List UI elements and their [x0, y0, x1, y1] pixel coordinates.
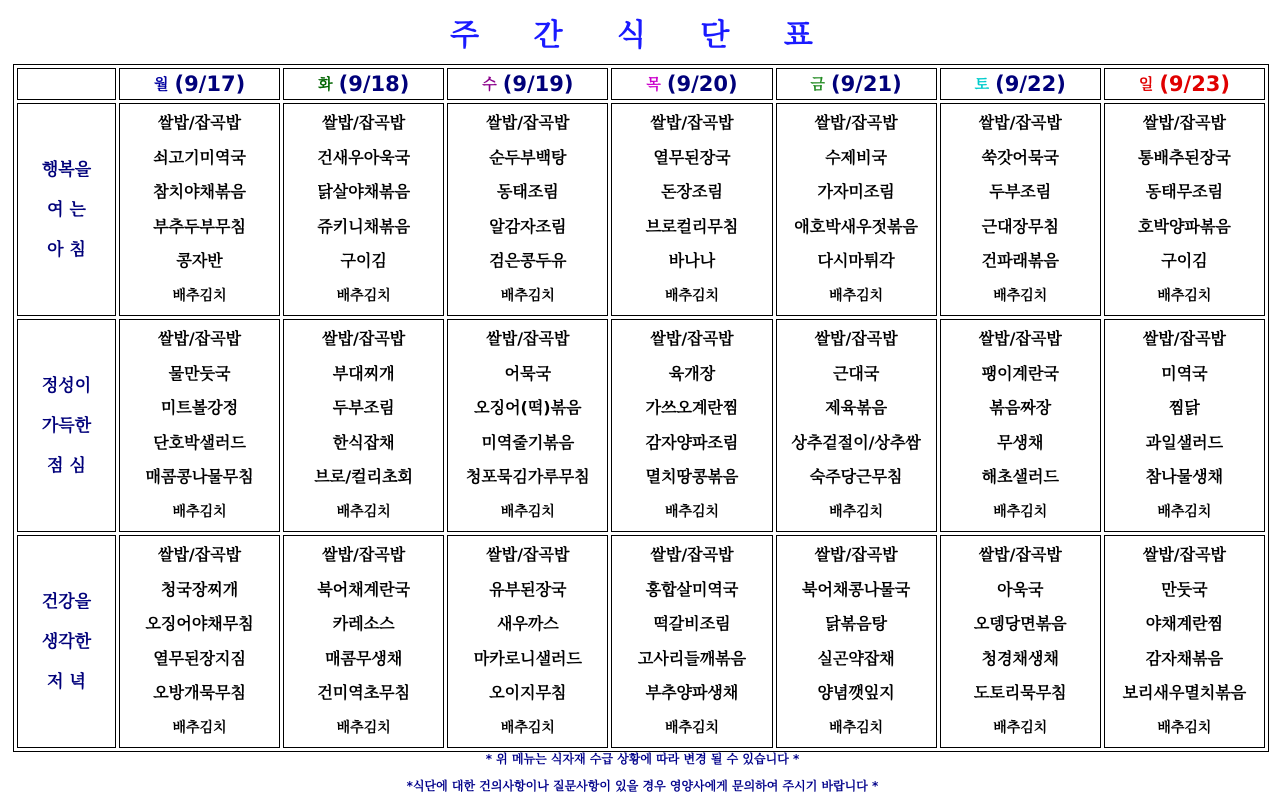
dish-item: 동태무조림 [1145, 182, 1224, 201]
dish-item: 카레소스 [332, 614, 395, 633]
meal-label-line: 건강을 [41, 591, 92, 612]
meal-label-line: 여 는 [47, 199, 86, 220]
dish-item: 찜닭 [1168, 398, 1200, 417]
dish-item: 쌀밥/잡곡밥 [158, 545, 242, 564]
dish-item: 부추양파생채 [645, 683, 739, 702]
dish-item: 숙주당근무침 [809, 467, 903, 486]
meal-label [17, 535, 116, 748]
dish-item: 구이김 [340, 251, 387, 270]
dish-item: 북어채계란국 [317, 579, 411, 599]
dish-item: 오이지무침 [489, 683, 567, 702]
dish-item: 가쓰오계란찜 [645, 398, 739, 417]
day-header-5 [776, 68, 937, 100]
dish-item: 동태조림 [496, 182, 559, 201]
dish-item: 쌀밥/잡곡밥 [322, 113, 406, 132]
menu-cell [776, 103, 937, 316]
meal-row [17, 535, 1265, 748]
menu-cell [447, 319, 608, 532]
dish-item: 쌀밥/잡곡밥 [158, 329, 242, 348]
dish-item: 쇠고기미역국 [153, 147, 246, 167]
menu-cell [119, 535, 280, 748]
dish-item: 매콤콩나물무침 [145, 467, 254, 486]
dish-item: 배추김치 [664, 503, 720, 520]
dish-item: 참치야채볶음 [153, 182, 246, 201]
dish-item: 부대찌개 [332, 363, 395, 383]
dish-item: 어묵국 [504, 363, 552, 383]
dish-item: 배추김치 [336, 287, 391, 304]
dish-item: 닭살야채볶음 [317, 182, 411, 201]
menu-cell [283, 103, 444, 316]
dish-item: 멸치땅콩볶음 [645, 467, 739, 486]
dish-item: 팽이계란국 [981, 363, 1059, 383]
menu-cell [283, 535, 444, 748]
day-char: 화 [318, 75, 333, 93]
dish-item: 두부조림 [989, 182, 1052, 201]
dish-item: 쌀밥/잡곡밥 [650, 545, 734, 564]
day-date: (9/22) [995, 72, 1066, 96]
dish-item: 돈장조림 [661, 182, 723, 201]
dish-item: 보리새우멸치볶음 [1122, 683, 1247, 702]
meal-label-line: 저 녁 [47, 671, 86, 692]
dish-item: 마카로니샐러드 [473, 648, 582, 668]
day-date: (9/21) [831, 72, 902, 96]
weekly-menu-table [13, 64, 1269, 752]
day-char: 일 [1138, 75, 1154, 93]
menu-cell [1104, 535, 1265, 748]
dish-item: 열무된장국 [653, 147, 731, 167]
day-date: (9/23) [1159, 72, 1231, 96]
dish-item: 청경채생채 [981, 648, 1059, 668]
dish-item: 배추김치 [172, 287, 227, 304]
dish-item: 오뎅당면볶음 [973, 614, 1067, 633]
dish-item: 배추김치 [1157, 503, 1212, 520]
header-row [17, 68, 1265, 100]
dish-item: 매콤무생채 [325, 648, 403, 668]
dish-item: 건파래볶음 [981, 251, 1059, 270]
dish-item: 한식잡채 [332, 432, 395, 452]
dish-item: 수제비국 [825, 147, 888, 167]
dish-item: 쌀밥/잡곡밥 [1142, 329, 1226, 348]
dish-item: 쌀밥/잡곡밥 [814, 545, 898, 564]
dish-item: 배추김치 [1157, 287, 1212, 304]
dish-item: 두부조림 [332, 398, 395, 417]
day-char: 금 [810, 75, 826, 93]
dish-item: 배추김치 [336, 503, 391, 520]
dish-item: 쌀밥/잡곡밥 [486, 113, 570, 132]
dish-item: 볶음짜장 [989, 398, 1052, 417]
menu-cell [611, 103, 772, 316]
day-char: 토 [974, 75, 990, 93]
dish-item: 순두부백탕 [489, 147, 567, 167]
day-header-7 [1104, 68, 1265, 100]
dish-item: 감자채볶음 [1145, 648, 1224, 668]
dish-item: 북어채콩나물국 [802, 579, 911, 599]
dish-item: 배추김치 [993, 719, 1048, 736]
dish-item: 육개장 [668, 363, 716, 383]
dish-item: 도토리묵무침 [973, 683, 1067, 702]
menu-cell [447, 103, 608, 316]
dish-item: 건새우아욱국 [317, 147, 411, 167]
dish-item: 쥬키니채볶음 [317, 216, 411, 236]
menu-cell [283, 319, 444, 532]
dish-item: 배추김치 [500, 503, 555, 520]
dish-item: 브로/컬리초회 [314, 467, 413, 486]
dish-item: 참나물생채 [1145, 467, 1224, 486]
dish-item: 쌀밥/잡곡밥 [650, 329, 734, 348]
day-header-3 [447, 68, 608, 100]
dish-item: 새우까스 [496, 614, 559, 633]
meal-label-line: 정성이 [41, 375, 92, 396]
dish-item: 미역국 [1161, 363, 1208, 383]
dish-item: 배추김치 [500, 287, 555, 304]
dish-item: 배추김치 [172, 719, 227, 736]
dish-item: 가자미조림 [817, 182, 895, 201]
dish-item: 쌀밥/잡곡밥 [978, 545, 1062, 564]
dish-item: 제육볶음 [825, 398, 888, 417]
menu-cell [1104, 103, 1265, 316]
dish-item: 배추김치 [993, 503, 1048, 520]
dish-item: 건미역초무침 [317, 683, 411, 702]
dish-item: 청포묵김가루무침 [466, 467, 590, 486]
day-header-2 [283, 68, 444, 100]
dish-item: 검은콩두유 [489, 251, 567, 270]
day-header-1 [119, 68, 280, 100]
day-char: 목 [646, 75, 661, 93]
dish-item: 실곤약잡채 [817, 648, 895, 668]
meal-label-line: 점 심 [47, 455, 86, 476]
dish-item: 배추김치 [829, 719, 884, 736]
dish-item: 만둣국 [1161, 579, 1208, 599]
menu-cell [1104, 319, 1265, 532]
dish-item: 아욱국 [997, 579, 1044, 599]
dish-item: 배추김치 [1157, 719, 1212, 736]
dish-item: 과일샐러드 [1145, 432, 1224, 452]
dish-item: 배추김치 [829, 503, 884, 520]
meal-row [17, 103, 1265, 316]
dish-item: 열무된장지짐 [153, 648, 246, 668]
dish-item: 쌀밥/잡곡밥 [158, 113, 242, 132]
dish-item: 콩자반 [176, 251, 223, 270]
dish-item: 홍합살미역국 [645, 579, 739, 599]
dish-item: 무생채 [997, 432, 1044, 452]
dish-item: 바나나 [668, 251, 716, 270]
dish-item: 통배추된장국 [1138, 147, 1231, 167]
dish-item: 오방개묵무침 [153, 683, 246, 702]
meal-label [17, 103, 116, 316]
day-date: (9/20) [666, 72, 738, 96]
dish-item: 부추두부무침 [153, 216, 246, 236]
menu-cell [119, 103, 280, 316]
dish-item: 배추김치 [172, 503, 227, 520]
dish-item: 근대장무침 [981, 216, 1059, 236]
day-char: 수 [482, 75, 497, 93]
meal-label [17, 319, 116, 532]
page-title: 주 간 식 단 표 [450, 18, 835, 53]
dish-item: 쑥갓어묵국 [981, 147, 1059, 167]
note-contact-dietitian: *식단에 대한 건의사항이나 질문사항이 있을 경우 영양사에게 문의하여 주시기 바랍니다 * [406, 779, 879, 793]
corner-cell [17, 68, 116, 100]
dish-item: 쌀밥/잡곡밥 [978, 113, 1062, 132]
menu-cell [776, 319, 937, 532]
meal-row [17, 319, 1265, 532]
dish-item: 애호박새우젓볶음 [794, 216, 918, 236]
meal-label-line: 생각한 [41, 631, 92, 652]
meal-label-line: 아 침 [47, 239, 86, 260]
dish-item: 청국장찌개 [160, 579, 239, 599]
dish-item: 쌀밥/잡곡밥 [1142, 113, 1226, 132]
dish-item: 해초샐러드 [981, 467, 1059, 486]
dish-item: 다시마튀각 [817, 251, 895, 270]
menu-cell [940, 103, 1101, 316]
dish-item: 오징어야채무침 [145, 614, 254, 633]
dish-item: 미트볼강정 [160, 398, 239, 417]
day-date: (9/18) [338, 72, 410, 96]
day-header-6 [940, 68, 1101, 100]
dish-item: 단호박샐러드 [153, 432, 246, 452]
dish-item: 떡갈비조림 [653, 614, 731, 633]
dish-item: 미역줄기볶음 [481, 432, 575, 452]
menu-cell [940, 535, 1101, 748]
dish-item: 물만둣국 [168, 363, 231, 383]
dish-item: 오징어(떡)볶음 [474, 398, 582, 417]
note-menu-change: * 위 메뉴는 식자재 수급 상황에 따라 변경 될 수 있습니다 * [485, 752, 800, 766]
menu-cell [119, 319, 280, 532]
dish-item: 쌀밥/잡곡밥 [486, 545, 570, 564]
menu-cell [776, 535, 937, 748]
meal-label-line: 행복을 [41, 159, 92, 180]
dish-item: 쌀밥/잡곡밥 [978, 329, 1062, 348]
dish-item: 배추김치 [500, 719, 555, 736]
dish-item: 구이김 [1161, 251, 1208, 270]
dish-item: 배추김치 [664, 287, 720, 304]
dish-item: 야채계란찜 [1145, 614, 1224, 633]
dish-item: 쌀밥/잡곡밥 [322, 329, 406, 348]
meal-label-line: 가득한 [41, 415, 92, 436]
day-date: (9/17) [174, 72, 246, 96]
dish-item: 양념깻잎지 [817, 683, 895, 702]
dish-item: 유부된장국 [489, 579, 567, 599]
dish-item: 근대국 [832, 363, 880, 383]
dish-item: 쌀밥/잡곡밥 [1142, 545, 1226, 564]
dish-item: 배추김치 [336, 719, 391, 736]
dish-item: 호박양파볶음 [1138, 216, 1231, 236]
dish-item: 쌀밥/잡곡밥 [486, 329, 570, 348]
dish-item: 배추김치 [993, 287, 1048, 304]
dish-item: 쌀밥/잡곡밥 [650, 113, 734, 132]
dish-item: 브로컬리무침 [645, 216, 739, 236]
dish-item: 상추겉절이/상추쌈 [791, 432, 921, 452]
dish-item: 닭볶음탕 [825, 614, 888, 633]
menu-cell [611, 319, 772, 532]
day-char: 월 [153, 75, 169, 93]
dish-item: 쌀밥/잡곡밥 [322, 545, 406, 564]
day-header-4 [611, 68, 772, 100]
dish-item: 배추김치 [829, 287, 884, 304]
day-date: (9/19) [502, 72, 574, 96]
dish-item: 쌀밥/잡곡밥 [814, 329, 898, 348]
dish-item: 배추김치 [664, 719, 720, 736]
dish-item: 고사리들깨볶음 [637, 648, 747, 668]
menu-cell [940, 319, 1101, 532]
dish-item: 알감자조림 [489, 216, 567, 236]
dish-item: 쌀밥/잡곡밥 [814, 113, 898, 132]
menu-cell [447, 535, 608, 748]
dish-item: 감자양파조림 [645, 432, 739, 452]
menu-cell [611, 535, 772, 748]
